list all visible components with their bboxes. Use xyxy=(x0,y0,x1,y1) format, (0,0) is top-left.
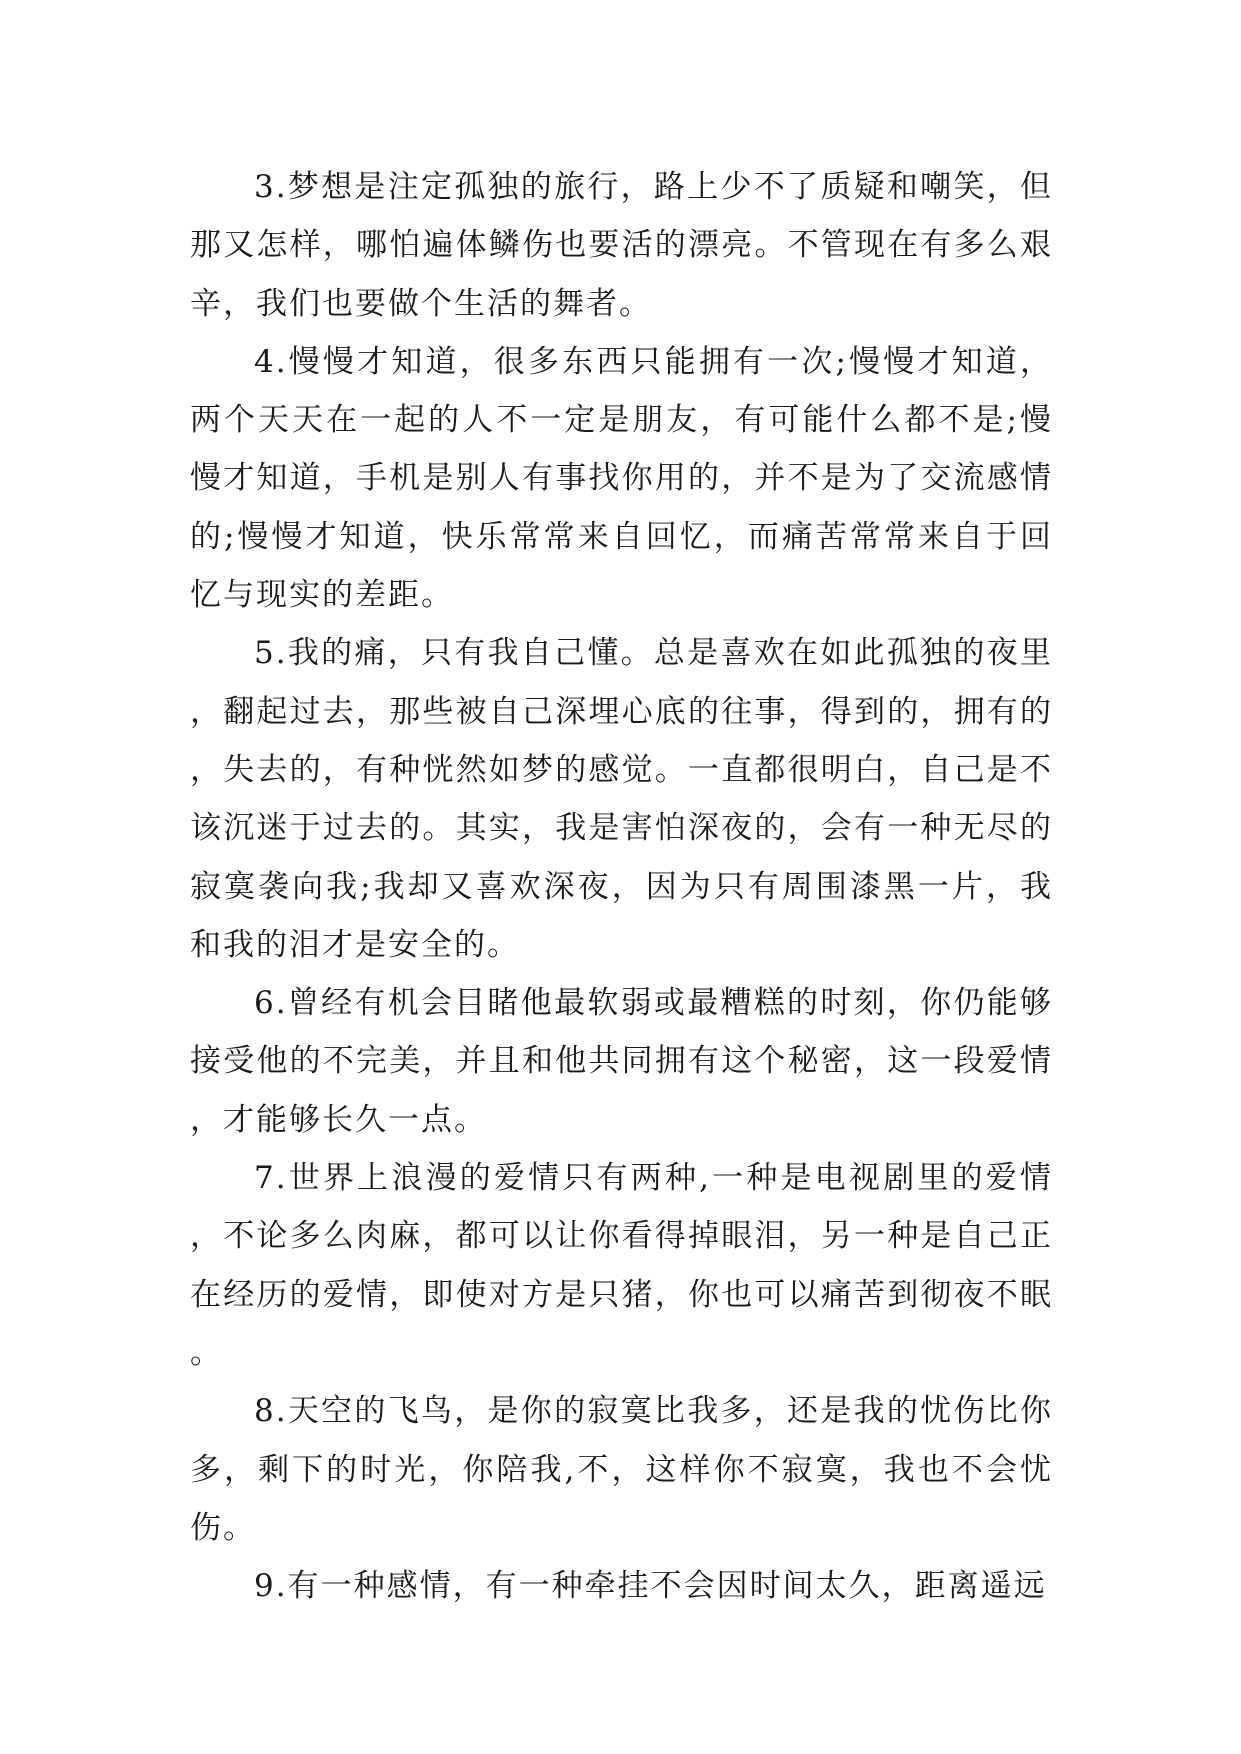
paragraph-8: 8.天空的飞鸟，是你的寂寞比我多，还是我的忧伤比你多，剩下的时光，你陪我,不，这样你不寂寞，我也不会忧伤。 xyxy=(190,1393,1053,1546)
document-body xyxy=(190,158,1053,1615)
paragraph-7: 7.世界上浪漫的爱情只有两种,一种是电视剧里的爱情，不论多么肉麻，都可以让你看得掉眼泪，另一种是自己正在经历的爱情，即使对方是只猪，你也可以痛苦到彻夜不眠。 xyxy=(190,1160,1053,1371)
paragraph-4: 4.慢慢才知道，很多东西只能拥有一次;慢慢才知道，两个天天在一起的人不一定是朋友，有可能什么都不是;慢慢才知道，手机是别人有事找你用的，并不是为了交流感情的;慢慢才知道，快乐常常来自回忆，而痛苦常常来自于回忆与现实的差距。 xyxy=(190,343,1053,614)
paragraph-5: 5.我的痛，只有我自己懂。总是喜欢在如此孤独的夜里，翻起过去，那些被自己深埋心底的往事，得到的，拥有的，失去的，有种恍然如梦的感觉。一直都很明白，自己是不该沉迷于过去的。其实，我是害怕深夜的，会有一种无尽的寂寞袭向我;我却又喜欢深夜，因为只有周围漆黑一片，我和我的泪才是安全的。 xyxy=(190,635,1053,963)
paragraph-9: 9.有一种感情，有一种牵挂不会因时间太久，距离遥远 xyxy=(254,1568,1047,1605)
paragraph-6: 6.曾经有机会目睹他最软弱或最糟糕的时刻，你仍能够接受他的不完美，并且和他共同拥有这个秘密，这一段爱情，才能够长久一点。 xyxy=(190,985,1053,1138)
paragraph-3: 3.梦想是注定孤独的旅行，路上少不了质疑和嘲笑，但那又怎样，哪怕遍体鳞伤也要活的漂亮。不管现在有多么艰辛，我们也要做个生活的舞者。 xyxy=(190,169,1053,322)
